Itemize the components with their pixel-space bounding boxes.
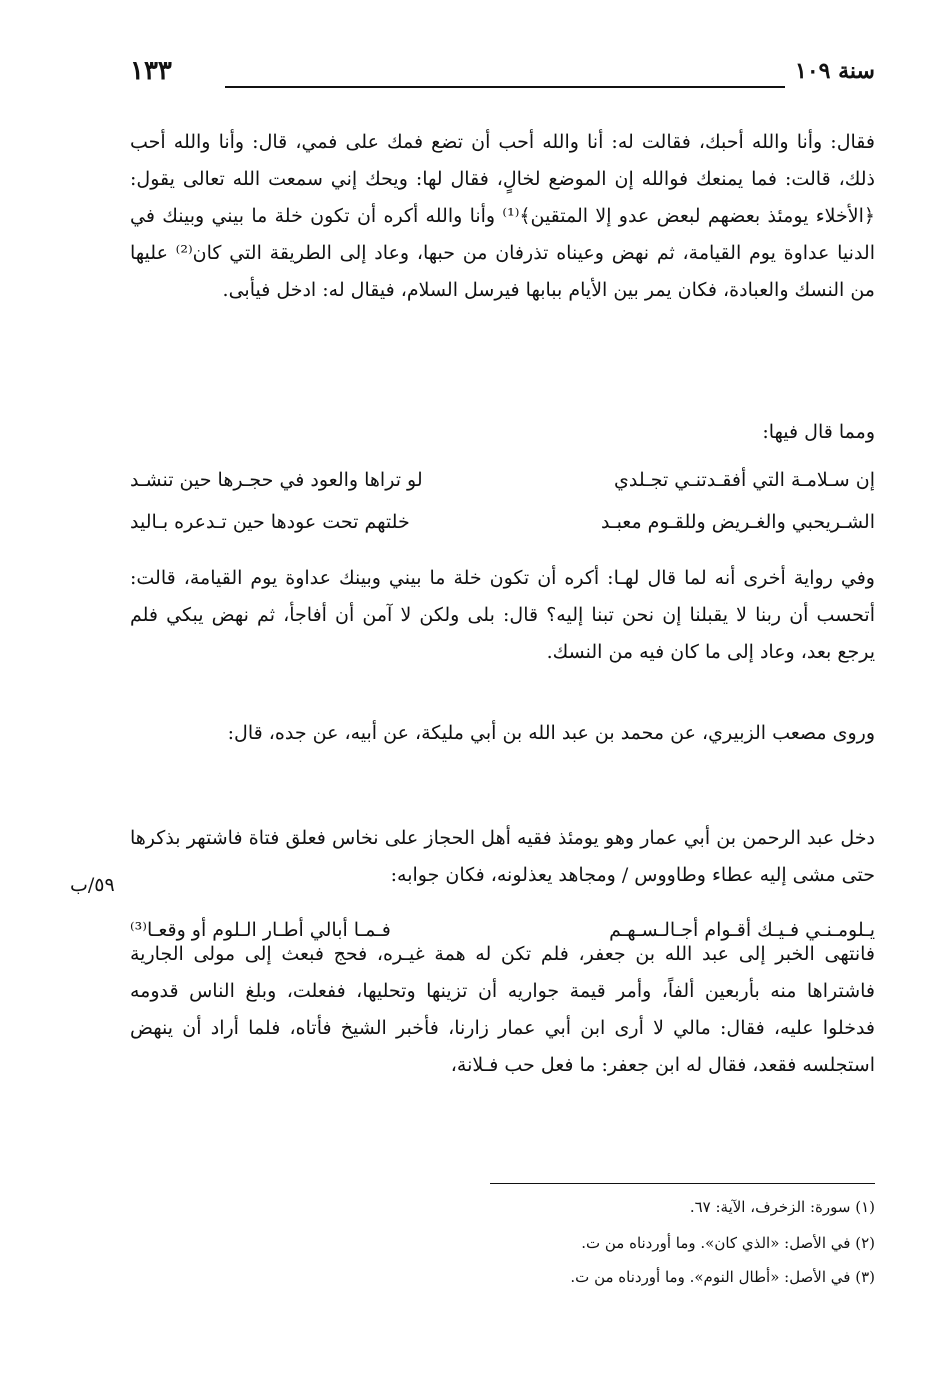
paragraph-text: ومما قال فيها: — [762, 421, 875, 443]
verse-hemistich-second: خلتهم تحت عودها حين تـدعره بـاليد — [130, 511, 410, 533]
paragraph-2 — [130, 414, 875, 451]
paragraph-1 — [130, 124, 875, 309]
verse-line-1 — [130, 462, 875, 499]
paragraph-text: وفي رواية أخرى أنه لما قال لهـا: أكره أن تكون خلة ما بيني وبينك عداوة يوم القيامة، قالت: أتحسب أن ربنا لا يقبلنا إن نحن تبنا إليه؟ قال: بلى ولكن لا آمن أن أفاجأ، ثم نهض يبكي فلم يرجع بعد، وعاد إلى ما كان فيه من النسك. — [130, 567, 875, 663]
paragraph-6 — [130, 936, 875, 1084]
footnote-rule — [490, 1183, 875, 1184]
paragraph-text: دخل عبد الرحمن بن أبي عمار وهو يومئذ فقيه أهل الحجاز على نخاس فعلق فتاة فاشتهر بذكرها حتى مشى إليه عطاء وطاووس / ومجاهد يعذلونه، فكان جوابه: — [130, 827, 875, 886]
footnote-1: (١) سورة: الزخرف، الآية: ٦٧. — [689, 1198, 875, 1216]
verse-hemistich-first: الشـريحبي والغـريض وللقـوم معبـد — [601, 511, 875, 533]
paragraph-5 — [130, 820, 875, 894]
page-number: ١٣٣ — [130, 56, 172, 86]
verse-hemistich-second: فـمـا أبالي أطـار الـلوم أو وقعـا⁽³⁾ — [130, 919, 391, 941]
paragraph-text: فقال: وأنا والله أحبك، فقالت له: أنا والله أحب أن تضع فمك على فمي، قال: وأنا والله أحب ذلك، قالت: فما يمنعك فوالله إن الموضع لخالٍ، فقال لها: ويحك إني سمعت الله تعالى يقول: ﴿الأخلاء يومئذ بعضهم لبعض عدو إلا المتقين﴾⁽¹⁾ وأنا والله أكره أن تكون خلة ما بيني وبينك في الدنيا عداوة يوم القيامة، ثم نهض وعيناه تذرفان من حبها، وعاد إلى الطريقة التي كان⁽²⁾ عليها من النسك والعبادة، فكان يمر بين الأيام ببابها فيرسل السلام، فيقال له: ادخل فيأبى. — [130, 131, 876, 301]
footnote-3: (٣) في الأصل: «أطال النوم». وما أوردناه من ت. — [570, 1268, 875, 1286]
footnote-2: (٢) في الأصل: «الذي كان». وما أوردناه من ت. — [581, 1234, 875, 1252]
verse-hemistich-second: لو تراها والعود في حجـرها حين تنشـد — [130, 469, 423, 491]
header-rule — [225, 86, 785, 88]
paragraph-3 — [130, 560, 875, 671]
verse-line-2 — [130, 504, 875, 541]
paragraph-text: وروى مصعب الزبيري، عن محمد بن عبد الله بن أبي مليكة، عن أبيه، عن جده، قال: — [227, 722, 875, 744]
verse-hemistich-first: إن سـلامـة التي أفقـدتنـي تجـلدي — [614, 469, 875, 491]
paragraph-text: فانتهى الخبر إلى عبد الله بن جعفر، فلم تكن له همة غيـره، فحج فبعث إلى مولى الجارية فاشتراها منه بأربعين ألفاً، وأمر قيمة جواريه أن تزينها وتحليها، ففعلت، وبلغ الناس قدومه فدخلوا عليه، فقال: مالي لا أرى ابن أبي عمار زارنا، فأخبر الشيخ فأتاه، فلما أراد أن ينهض استجلسه فقعد، فقال له ابن جعفر: ما فعل حب فـلانة، — [130, 943, 875, 1076]
paragraph-4 — [130, 715, 875, 752]
margin-folio-note: ٥٩/ب — [70, 874, 115, 896]
verse-hemistich-first: يـلومـنـي فـيـك أقـوام أجـالـسـهـم — [609, 919, 875, 941]
running-header — [130, 58, 875, 98]
header-year: سنة ١٠٩ — [795, 58, 875, 84]
